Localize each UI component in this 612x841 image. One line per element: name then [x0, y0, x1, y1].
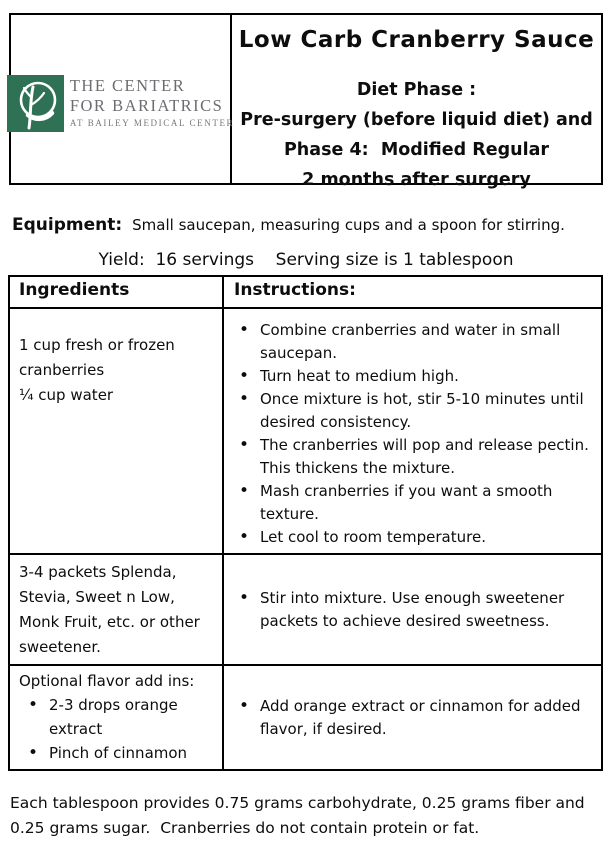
ingredients-cell — [10, 309, 224, 553]
instructions-cell — [224, 555, 601, 664]
table-row — [10, 307, 601, 553]
instruction-item: • Mash cranberries if you want a smooth texture. — [234, 480, 593, 526]
instruction-item: • The cranberries will pop and release pectin. This thickens the mixture. — [234, 434, 593, 480]
table-row — [10, 553, 601, 664]
nutrition-note: Each tablespoon provides 0.75 grams carbohydrate, 0.25 grams fiber and 0.25 grams sugar. Cranberries do not contain protein or fat. — [10, 794, 590, 837]
yield-line: Yield: 16 servings Serving size is 1 tablespoon — [98, 250, 514, 270]
equipment-line — [12, 215, 602, 235]
ingredients-header: Ingredients — [10, 277, 224, 307]
ingredients-cell — [10, 666, 224, 769]
logo-text — [70, 75, 234, 130]
logo-line-bailey-medical: AT BAILEY MEDICAL CENTER — [69, 117, 235, 128]
tree-icon — [7, 75, 64, 136]
logo-line-the-center: THE CENTER — [69, 75, 186, 95]
diet-phase-line1: Pre-surgery (before liquid diet) and — [240, 110, 593, 130]
instruction-item: • Combine cranberries and water in small saucepan. — [234, 319, 593, 365]
logo-line-for-bariatrics: FOR BARIATRICS — [69, 95, 224, 115]
ingredients-label: Optional flavor add ins: — [19, 672, 195, 690]
equipment-text: Small saucepan, measuring cups and a spoon for stirring. — [132, 216, 565, 234]
instructions-list — [234, 695, 593, 741]
ingredient-item: ¼ cup water — [19, 386, 114, 404]
header-table — [9, 13, 603, 190]
instructions-list — [234, 587, 593, 633]
diet-phase-label: Diet Phase : — [356, 80, 477, 100]
diet-phase-block — [232, 75, 601, 195]
instruction-item: • Add orange extract or cinnamon for added flavor, if desired. — [234, 695, 593, 741]
instructions-cell — [224, 309, 601, 553]
instruction-item: • Turn heat to medium high. — [234, 365, 593, 388]
ingredient-item: 1 cup fresh or frozen cranberries — [19, 336, 175, 379]
equipment-label: Equipment: — [12, 215, 123, 235]
center-for-bariatrics-logo — [7, 75, 234, 136]
instructions-list — [234, 319, 593, 549]
diet-phase-line3: 2 months after surgery — [302, 170, 531, 190]
recipe-table — [8, 275, 603, 771]
instructions-header: Instructions: — [234, 280, 356, 300]
ingredients-cell: 3-4 packets Splenda, Stevia, Sweet n Low, Monk Fruit, etc. or other sweetener. — [10, 555, 224, 664]
table-row — [10, 664, 601, 769]
logo-cell — [11, 15, 235, 183]
instructions-cell — [224, 666, 601, 769]
instruction-item: • Let cool to room temperature. — [234, 526, 593, 549]
table-header-row — [10, 277, 601, 307]
ingredient-item: • Pinch of cinnamon — [19, 741, 214, 765]
ingredient-item: • 2-3 drops orange extract — [19, 693, 214, 741]
instruction-item: • Once mixture is hot, stir 5-10 minutes until desired consistency. — [234, 388, 593, 434]
ingredients-list — [19, 693, 214, 765]
title-cell — [232, 15, 601, 190]
page-title: Low Carb Cranberry Sauce — [238, 27, 595, 53]
instruction-item: • Stir into mixture. Use enough sweetener packets to achieve desired sweetness. — [234, 587, 593, 633]
diet-phase-line2: Phase 4: Modified Regular — [283, 140, 550, 160]
